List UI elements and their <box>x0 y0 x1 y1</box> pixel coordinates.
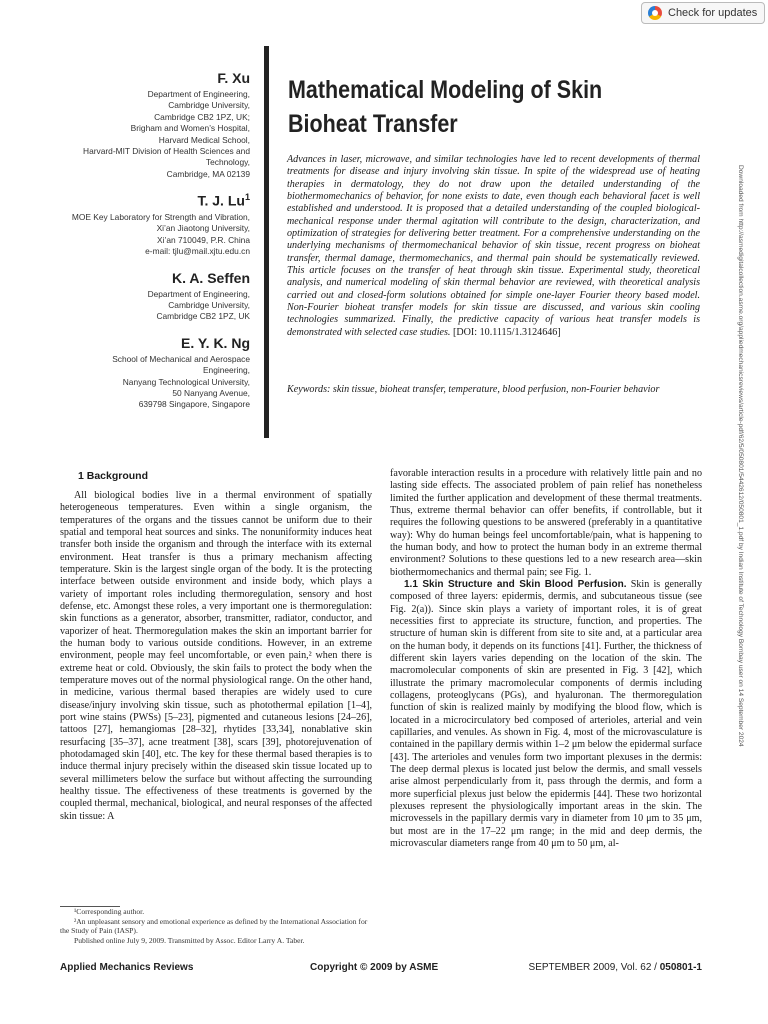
article-number: 050801-1 <box>659 962 702 973</box>
left-column <box>60 490 372 823</box>
page-footer <box>60 962 702 978</box>
body-paragraph: favorable interaction results in a procedure with relatively little pain and no lasting side effects. The associated problem of pain relief has nonetheless limited the further application and development of these thermal treatments. Thus, extreme thermal behavior can offer benefits, if controllable, but it requires the following questions to be answered (preferably in a quantitative way): Why do human beings feel uncomfortable/pain, what is happening to the human body, and how to protect the human body in an extreme thermal environment? Solutions to these questions led to a new research area—skin biothermomechanics and thermal pain; see Fig. 1. <box>390 468 702 578</box>
affiliation-line: Xi’an 710049, P.R. China <box>157 234 250 245</box>
author-name: E. Y. K. Ng <box>181 334 250 351</box>
paper-title <box>288 73 649 141</box>
abstract <box>287 154 700 339</box>
affiliation-line: Cambridge University, <box>168 100 250 111</box>
affiliation-line: Xi’an Jiaotong University, <box>156 223 250 234</box>
author-name: T. J. Lu <box>197 192 245 209</box>
body-paragraph <box>390 579 702 850</box>
footnote: Published online July 9, 2009. Transmitted by Assoc. Editor Larry A. Taber. <box>74 935 305 945</box>
title-line: Bioheat Transfer <box>288 110 458 138</box>
affiliation-line: Cambridge, MA 02139 <box>166 168 250 179</box>
issue-info <box>529 962 702 973</box>
affiliation-line: Department of Engineering, <box>147 89 250 99</box>
affiliation-line: Technology, <box>205 157 250 168</box>
section-heading: 1 Background <box>78 470 149 482</box>
affiliation-line: Nanyang Technological University, <box>122 376 250 387</box>
download-watermark <box>730 165 750 925</box>
author-list <box>60 70 250 423</box>
affiliation-line: Harvard Medical School, <box>158 134 250 145</box>
crossmark-icon <box>648 6 662 20</box>
affiliation-line: 50 Nanyang Avenue, <box>172 387 250 398</box>
keywords: Keywords: skin tissue, bioheat transfer, temperature, blood perfusion, non-Fourier behavior <box>287 384 660 395</box>
right-column <box>390 468 702 850</box>
copyright-notice: Copyright © 2009 by ASME <box>310 962 439 973</box>
affiliation-line: School of Mechanical and Aerospace <box>112 353 250 364</box>
affiliation-line: Cambridge University, <box>168 299 250 310</box>
affiliation-line: Harvard-MIT Division of Health Sciences and <box>83 146 250 157</box>
affiliation-line: Cambridge CB2 1PZ, UK <box>156 311 250 322</box>
affiliation-line: 639798 Singapore, Singapore <box>138 399 250 410</box>
download-watermark-text: Downloaded from http://asmedigitalcollection.asme.org/appliedmechanicsreviews/article-pdf/62/5/050801/5442612/050801_1.pdf by Indian Institute of Technology Bombay user on 14 September 2024 <box>737 165 744 747</box>
check-for-updates-label: Check for updates <box>668 7 758 19</box>
affiliation-line: Cambridge CB2 1PZ, UK; <box>154 111 250 122</box>
affiliation-line: Engineering, <box>202 365 250 376</box>
author-block <box>60 270 250 323</box>
header-divider <box>264 46 269 438</box>
affiliation-line: Brigham and Women’s Hospital, <box>130 123 250 134</box>
author-block <box>60 335 250 411</box>
journal-name: Applied Mechanics Reviews <box>60 962 194 973</box>
footnote: ¹Corresponding author. <box>74 907 145 916</box>
body-paragraph: All biological bodies live in a thermal environment of spatially heterogeneous temperatures. Even within a single organism, the temperatures of the organs and the tissues cannot be uniform due to their spatial and temporal heat sources and sinks. The nonuniformity induces heat transfer both inside the organism and through the interface with its external environment. Heat transfer is thus a primary mechanism affecting temperature. Skin is the largest single organ of the body. It is the protecting interface between outside environment and inside body, which plays a variety of important roles including thermoregulation, sensory and host defense, etc. Amongst these roles, a very important one is thermoregulation: skin functions as a generator, absorber, transmitter, radiator, conductor, and vaporizer of heat. Thermoregulation makes the skin an important barrier for the human body to various outside conditions. However, in an extreme environment, people may feel uncomfortable, or even pain,² when there is extreme heat or cold. Obviously, the skin fails to protect the body when the temperature moves out of the normal physiological range. On the other hand, in medicine, various thermal based therapies are widely used to cure disease/injury involving skin tissue, such as photothermal epilation [1–4], port wine stains (PWSs) [5–23], pigmented and cutaneous lesions [24–26], tattoos [27], hemangiomas [28–32], rhytides [33,34], nonablative skin resurfacing [35–37], acne treatment [38], scars [39], photorejuvenation of photodamaged skin [40], etc. The key for these thermal based therapies is to induce thermal injury precisely within the diseased skin tissue located up to several millimeters below the surface but without affecting the surrounding healthy tissue. The effectiveness of these treatments is governed by the coupled thermal, mechanical, biological, and neural responses of the affected skin tissue: A <box>60 490 372 822</box>
abstract-text: Advances in laser, microwave, and similar technologies have led to recent developments of thermal treatments for disease and injury involving skin tissue. In spite of the widespread use of heating therapies in dermatology, they do not draw upon the detailed understanding of the biothermomechanics of behavior, for none exists to date, even though each behavioral facet is well established and understood. It is proposed that a detailed understanding of the coupled biological-mechanical response under thermal agitation will contribute to the design, characterization, and optimization of strategies for delivering better treatment. For a comprehensive understanding on the underlying mechanisms of thermomechanical behavior of skin tissue, recent progress on bioheat transfer, thermal damage, thermomechanics, and thermal pain should be systematically reviewed. This article focuses on the transfer of heat through skin tissue. Experimental study, theoretical analysis, and numerical modeling of skin thermal behavior are reviewed, with theoretical analysis carried out and closed-form solutions obtained for simple one-layer Fourier theory based model. Non-Fourier bioheat transfer models for skin tissue are discussed, and various skin cooling technologies summarized. Finally, the predictive capacity of various heat transfer models is demonstrated with selected case studies. <box>287 154 700 338</box>
check-for-updates-badge[interactable] <box>641 2 765 24</box>
author-name: K. A. Seffen <box>171 269 250 286</box>
footnotes <box>60 907 372 945</box>
affiliation-line: MOE Key Laboratory for Strength and Vibration, <box>71 211 250 222</box>
issue-date-volume: SEPTEMBER 2009, Vol. 62 / <box>528 962 660 973</box>
footnote: ²An unpleasant sensory and emotional experience as defined by the International Association for the Study of Pain (IASP). <box>60 916 368 936</box>
author-email[interactable]: e-mail: tjlu@mail.xjtu.edu.cn <box>145 246 250 257</box>
title-line: Mathematical Modeling of Skin <box>288 76 603 104</box>
author-name: F. Xu <box>217 70 250 86</box>
author-block <box>60 192 250 257</box>
doi-link[interactable]: [DOI: 10.1115/1.3124646] <box>452 326 561 338</box>
body-paragraph-text: Skin is generally composed of three layers: epidermis, dermis, and subcutaneous tissue (see Fig. 2(a)). Since skin plays a variety of important roles, it is of great necessities first to appreciate its structure, function, and properties. The structure of human skin is different from site to site and, at a particular area on the human body, it depends on its functions [41]. Further, the thickness of different skin layers varies depending on the location of the skin. The macromolecular components of skin are presented in Fig. 3 [42], which illustrate the primary macromolecular components of dermis including collagens, proteoglycans (PGs), and hyaluronan. The thermoregulation function of skin is realized mainly by modifying the blood flow, which is located in a microcirculatory bed composed of arterioles, arterial and vein capillaries, and venules. As shown in Fig. 4, most of the microvasculature is contained in the papillary dermis within 1–2 μm below the epidermal surface [43]. The arterioles and venules form two important plexuses in the dermis: The deep dermal plexus is located just below the dermis, and small vessels arise almost perpendicularly from it, pass through the dermis, and form a more superficial plexus just below the epidermis [44]. These two horizontal plexuses represent the physiologically important areas in the skin. The microvessels in the papillary dermis vary in diameter from 10 μm to 35 μm, but most are in the 17–22 μm range; in the mid and deep dermis, the microvascular diameters range from 40 μm to 50 μm, al- <box>390 578 703 849</box>
subsection-heading: 1.1 Skin Structure and Skin Blood Perfusion. <box>404 578 627 590</box>
author-block <box>60 70 250 180</box>
corresponding-mark: 1 <box>244 192 250 203</box>
affiliation-line: Department of Engineering, <box>147 288 250 299</box>
